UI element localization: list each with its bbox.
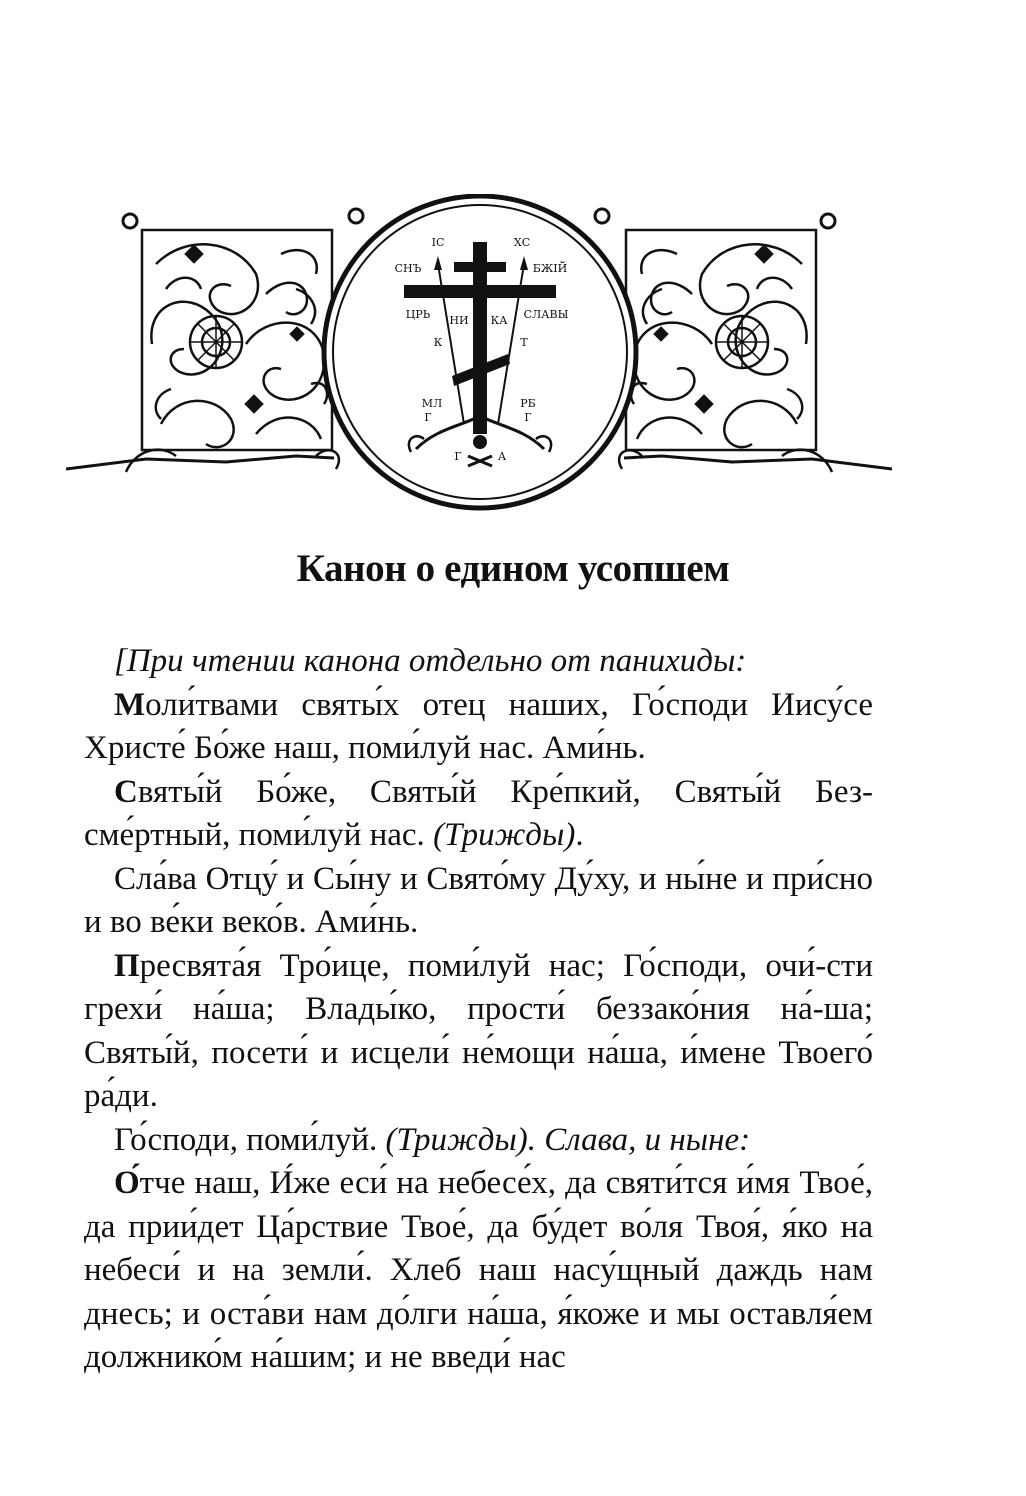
cross-letters-slavy: СЛАВЫ <box>523 308 569 321</box>
cross-letters-ml: МЛ <box>421 397 443 410</box>
cross-letters-k: К <box>433 336 443 349</box>
cross-letters-a: А <box>497 450 507 463</box>
cross-letters-ni: НИ <box>449 314 469 327</box>
paragraph-p2 <box>84 771 873 858</box>
prayer-run: ресвята́я Тро́ице, поми́луй нас; Го́споди, очи́-сти грехи́ на́ша; Влады́ко, прости́ беззако́ния на́-ша; Святы́й, посети́ и исцели́ не́мощи на́ша, и́мене Твоего́ ра́ди. <box>84 947 873 1114</box>
initial-letter: О́ <box>114 1165 140 1201</box>
cross-letters-ic: ІС <box>431 236 445 249</box>
prayer-run: . <box>575 817 584 853</box>
cross-letters-snb: СНЪ <box>394 262 422 275</box>
header-ornament <box>66 194 892 514</box>
rubric-text: (Трижды). Слава, и ныне: <box>385 1121 751 1158</box>
cross-letters-t: Т <box>520 336 528 349</box>
cross-letters-xc: ХС <box>513 236 531 249</box>
cross-letters-ka: КА <box>490 314 508 327</box>
cross-letters-g1: Г <box>424 411 432 424</box>
paragraph-p3 <box>84 858 873 945</box>
cross-letters-g2: Г <box>524 411 532 424</box>
paragraph-p6 <box>84 1162 873 1380</box>
prayer-run: Го́споди, поми́луй. <box>114 1121 386 1158</box>
initial-letter: П <box>114 947 140 984</box>
prayer-run: тче наш, И́же еси́ на небесе́х, да святи́тся и́мя Твое́, да прии́дет Ца́рствие Твое́, да бу́дет во́ля Твоя́, я́ко на небеси́ и на земли́. Хлеб наш насу́щный даждь нам днесь; и оста́ви нам до́лги на́ша, я́коже и мы оставля́ем должнико́м на́шим; и не введи́ нас <box>84 1165 873 1375</box>
cross-letters-bzhiy: БЖІЙ <box>532 262 568 275</box>
paragraph-p4 <box>84 945 873 1119</box>
paragraph-p5 <box>84 1119 873 1163</box>
cross-letters-gg: Г <box>454 450 462 463</box>
initial-letter: М <box>114 686 146 723</box>
page-title: Канон о едином усопшем <box>296 547 730 590</box>
cross-letters-tsr: ЦРЬ <box>405 308 431 321</box>
prayer-text <box>84 640 873 1380</box>
prayer-run: вяты́й Бо́же, Святы́й Кре́пкий, Святы́й Без-сме́ртный, поми́луй нас. <box>84 773 873 853</box>
paragraph-p1 <box>84 684 873 771</box>
paragraph-intro <box>84 640 873 684</box>
prayer-run: Сла́ва Отцу́ и Сы́ну и Свято́му Ду́ху, и ны́не и при́сно и во ве́ки веко́в. Ами́нь. <box>84 860 873 940</box>
prayer-run: оли́твами святы́х отец наших, Го́споди Иису́се Христе́ Бо́же наш, поми́луй нас. Ами́нь. <box>84 686 873 766</box>
cross-letters-rb: РБ <box>520 397 536 410</box>
rubric-text: (Трижды) <box>433 817 576 853</box>
rubric-text: [При чтении канона отдельно от панихиды: <box>114 643 747 679</box>
initial-letter: С <box>114 773 138 810</box>
